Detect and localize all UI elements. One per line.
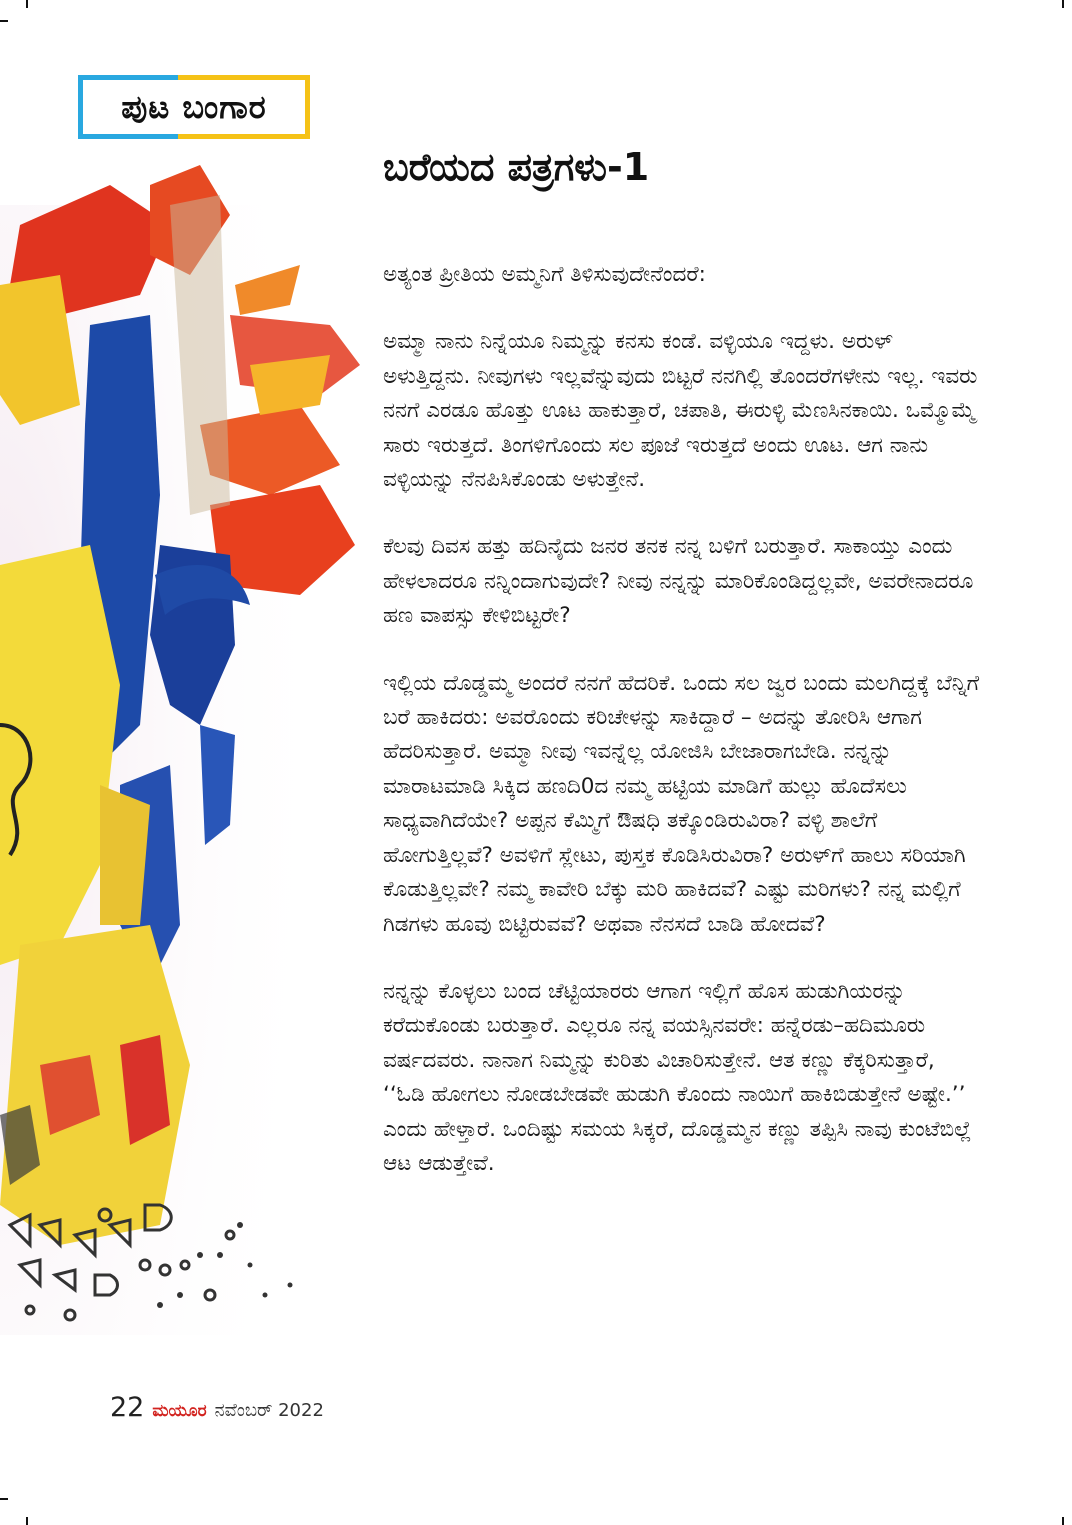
article-title: ಬರೆಯದ ಪತ್ರಗಳು-1 — [383, 145, 650, 189]
section-label — [78, 70, 310, 134]
crop-mark-left-lower — [0, 1498, 8, 1500]
magazine-name: ಮಯೂರ — [152, 1401, 207, 1421]
crop-mark-bottom-left — [26, 1517, 28, 1525]
body-paragraph: ನನ್ನನ್ನು ಕೊಳ್ಳಲು ಬಂದ ಚೆಟ್ಟಿಯಾರರು ಆಗಾಗ ಇಲ್ಲಿಗೆ ಹೊಸ ಹುಡುಗಿಯರನ್ನು ಕರೆದುಕೊಂಡು ಬರುತ್ತಾರೆ. ಎಲ್ಲರೂ ನನ್ನ ವಯಸ್ಸಿನವರೇ: ಹನ್ನೆರಡು–ಹದಿಮೂರು ವರ್ಷದವರು. ನಾನಾಗ ನಿಮ್ಮನ್ನು ಕುರಿತು ವಿಚಾರಿಸುತ್ತೇನೆ. ಆತ ಕಣ್ಣು ಕೆಕ್ಕರಿಸುತ್ತಾರೆ, ‘‘ಓಡಿ ಹೋಗಲು ನೋಡಬೇಡವೇ ಹುಡುಗಿ ಕೊಂದು ನಾಯಿಗೆ ಹಾಕಿಬಿಡುತ್ತೇನೆ ಅಷ್ಟೇ.’’ ಎಂದು ಹೇಳ್ತಾರೆ. ಒಂದಿಷ್ಟು ಸಮಯ ಸಿಕ್ಕರೆ, ದೊಡ್ಡಮ್ಮನ ಕಣ್ಣು ತಪ್ಪಿಸಿ ನಾವು ಕುಂಟೆಬಿಲ್ಲೆ ಆಟ ಆಡುತ್ತೇವೆ. — [383, 978, 972, 1176]
salutation: ಅತ್ಯಂತ ಪ್ರೀತಿಯ ಅಮ್ಮನಿಗೆ ತಿಳಿಸುವುದೇನೆಂದರೆ: — [383, 262, 706, 287]
article-body — [383, 258, 983, 1214]
issue-date: ನವೆಂಬರ್ 2022 — [214, 1400, 324, 1421]
abstract-painting — [0, 165, 365, 1380]
section-label-text: ಪುಟ ಬಂಗಾರ — [121, 88, 267, 126]
body-paragraph: ಇಲ್ಲಿಯ ದೊಡ್ಡಮ್ಮ ಅಂದರೆ ನನಗೆ ಹೆದರಿಕೆ. ಒಂದು ಸಲ ಜ್ವರ ಬಂದು ಮಲಗಿದ್ದಕ್ಕೆ ಬೆನ್ನಿಗೆ ಬರೆ ಹಾಕಿದರು: ಅವರೊಂದು ಕರಿಚೇಳನ್ನು ಸಾಕಿದ್ದಾರೆ – ಅದನ್ನು ತೋರಿಸಿ ಆಗಾಗ ಹೆದರಿಸುತ್ತಾರೆ. ಅಮ್ಮಾ ನೀವು ಇವನ್ನೆಲ್ಲ ಯೋಜಿಸಿ ಬೇಜಾರಾಗಬೇಡಿ. ನನ್ನನ್ನು ಮಾರಾಟಮಾಡಿ ಸಿಕ್ಕಿದ ಹಣದಿ0ದ ನಮ್ಮ ಹಟ್ಟಿಯ ಮಾಡಿಗೆ ಹುಲ್ಲು ಹೊದೆಸಲು ಸಾಧ್ಯವಾಗಿದೆಯೇ? ಅಪ್ಪನ ಕೆಮ್ಮಿಗೆ ಔಷಧಿ ತಕ್ಕೊಂಡಿರುವಿರಾ? ವಳ್ಳಿ ಶಾಲೆಗೆ ಹೋಗುತ್ತಿಲ್ಲವೆ? ಅವಳಿಗೆ ಸ್ಲೇಟು, ಪುಸ್ತಕ ಕೊಡಿಸಿರುವಿರಾ? ಅರುಳ್‌ಗೆ ಹಾಲು ಸರಿಯಾಗಿ ಕೊಡುತ್ತಿಲ್ಲವೇ? ನಮ್ಮ ಕಾವೇರಿ ಬೆಕ್ಕು ಮರಿ ಹಾಕಿದವೆ? ಎಷ್ಟು ಮರಿಗಳು? ನನ್ನ ಮಲ್ಲಿಗೆ ಗಿಡಗಳು ಹೂವು ಬಿಟ್ಟಿರುವವೆ? ಅಥವಾ ನೆನಸದೆ ಬಾಡಿ ಹೋದವೆ? — [383, 670, 980, 937]
crop-mark-left-upper — [0, 20, 8, 22]
page-number: 22 — [110, 1392, 145, 1423]
crop-mark-top-left — [26, 0, 28, 8]
body-paragraph: ಅಮ್ಮಾ ನಾನು ನಿನ್ನೆಯೂ ನಿಮ್ಮನ್ನು ಕನಸು ಕಂಡೆ. ವಳ್ಳಿಯೂ ಇದ್ದಳು. ಅರುಳ್ ಅಳುತ್ತಿದ್ದನು. ನೀವುಗಳು ಇಲ್ಲವೆನ್ನುವುದು ಬಿಟ್ಟರೆ ನನಗಿಲ್ಲಿ ತೊಂದರೆಗಳೇನು ಇಲ್ಲ. ಇವರು ನನಗೆ ಎರಡೂ ಹೊತ್ತು ಊಟ ಹಾಕುತ್ತಾರೆ, ಚಪಾತಿ, ಈರುಳ್ಳಿ ಮೆಣಸಿನಕಾಯಿ. ಒಮ್ಮೊಮ್ಮೆ ಸಾರು ಇರುತ್ತದೆ. ತಿಂಗಳಿಗೊಂದು ಸಲ ಪೂಜೆ ಇರುತ್ತದೆ ಅಂದು ಊಟ. ಆಗ ನಾನು ವಳ್ಳಿಯನ್ನು ನೆನಪಿಸಿಕೊಂಡು ಅಳುತ್ತೇನೆ. — [383, 329, 978, 493]
crop-mark-bottom-right — [1062, 1517, 1064, 1525]
crop-mark-top-right — [1062, 0, 1064, 8]
body-paragraph: ಕೆಲವು ದಿವಸ ಹತ್ತು ಹದಿನೈದು ಜನರ ತನಕ ನನ್ನ ಬಳಿಗೆ ಬರುತ್ತಾರೆ. ಸಾಕಾಯ್ತು ಎಂದು ಹೇಳಲಾದರೂ ನನ್ನಿಂದಾಗುವುದೇ? ನೀವು ನನ್ನನ್ನು ಮಾರಿಕೊಂಡಿದ್ದಲ್ಲವೇ, ಅವರೇನಾದರೂ ಹಣ ವಾಪಸ್ಸು ಕೇಳಿಬಿಟ್ಟರೇ? — [383, 534, 974, 629]
page-footer — [110, 1392, 324, 1423]
